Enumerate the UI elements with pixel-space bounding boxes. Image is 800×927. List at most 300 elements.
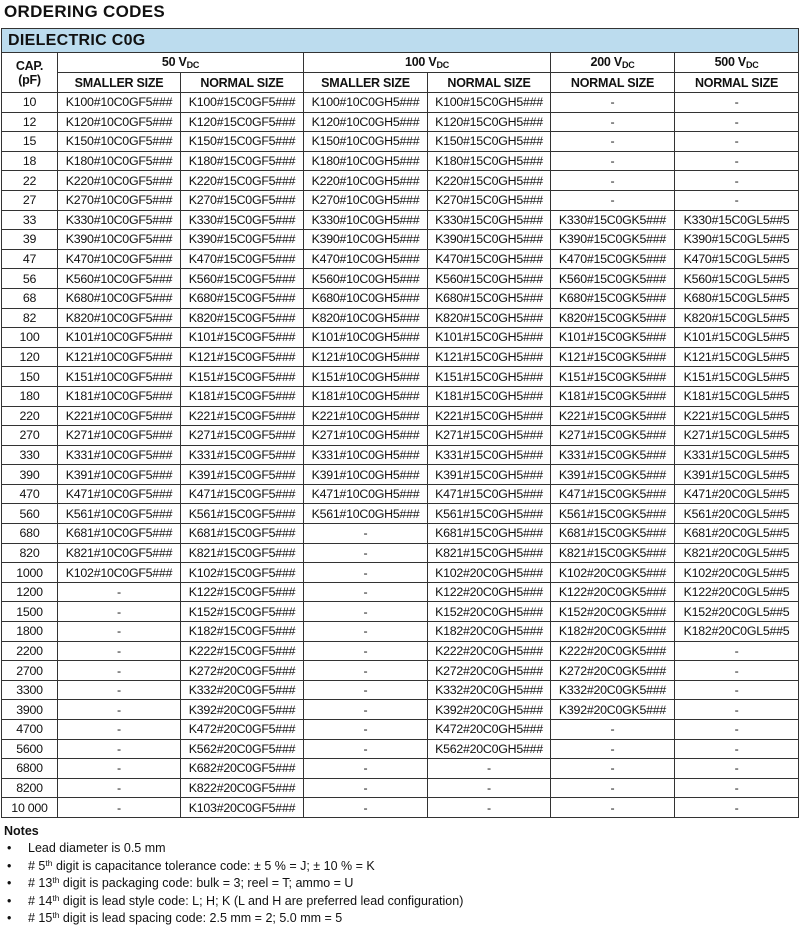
cap-value-cell: 330 bbox=[2, 445, 58, 465]
ordering-code-cell: K272#20C0GH5### bbox=[428, 661, 551, 681]
table-row bbox=[2, 328, 799, 348]
ordering-code-cell: K181#10C0GH5### bbox=[304, 386, 428, 406]
ordering-code-cell: - bbox=[304, 563, 428, 583]
ordering-code-cell: - bbox=[58, 661, 181, 681]
ordering-code-cell: K120#10C0GF5### bbox=[58, 112, 181, 132]
ordering-code-cell: - bbox=[551, 151, 675, 171]
cap-value-cell: 820 bbox=[2, 543, 58, 563]
cap-value-cell: 10 bbox=[2, 93, 58, 113]
ordering-code-cell: K102#15C0GF5### bbox=[181, 563, 304, 583]
table-row bbox=[2, 347, 799, 367]
ordering-code-cell: - bbox=[551, 190, 675, 210]
table-row bbox=[2, 445, 799, 465]
ordering-code-cell: K121#15C0GL5##5 bbox=[675, 347, 799, 367]
ordering-code-cell: K271#15C0GH5### bbox=[428, 426, 551, 446]
ordering-code-cell: K820#15C0GK5### bbox=[551, 308, 675, 328]
ordering-code-cell: K152#20C0GK5### bbox=[551, 602, 675, 622]
ordering-code-cell: K151#15C0GF5### bbox=[181, 367, 304, 387]
ordering-code-cell: K561#15C0GH5### bbox=[428, 504, 551, 524]
ordering-code-cell: K101#10C0GF5### bbox=[58, 328, 181, 348]
ordering-code-cell: K221#10C0GF5### bbox=[58, 406, 181, 426]
ordering-code-cell: - bbox=[58, 759, 181, 779]
ordering-code-cell: - bbox=[304, 641, 428, 661]
ordering-code-cell: K101#15C0GK5### bbox=[551, 328, 675, 348]
ordering-code-cell: K103#20C0GF5### bbox=[181, 798, 304, 818]
cap-value-cell: 1200 bbox=[2, 582, 58, 602]
table-row bbox=[2, 367, 799, 387]
ordering-code-cell: K122#20C0GK5### bbox=[551, 582, 675, 602]
ordering-code-cell: K561#10C0GF5### bbox=[58, 504, 181, 524]
ordering-code-cell: K101#15C0GH5### bbox=[428, 328, 551, 348]
ordering-code-cell: K681#15C0GF5### bbox=[181, 524, 304, 544]
ordering-code-cell: K562#20C0GF5### bbox=[181, 739, 304, 759]
ordering-code-cell: K560#15C0GH5### bbox=[428, 269, 551, 289]
ordering-code-cell: K391#10C0GF5### bbox=[58, 465, 181, 485]
ordering-code-cell: K561#10C0GH5### bbox=[304, 504, 428, 524]
ordering-code-cell: K681#20C0GL5##5 bbox=[675, 524, 799, 544]
ordering-code-cell: K270#10C0GF5### bbox=[58, 190, 181, 210]
voltage-header-500: 500 $V_{DC}$ bbox=[675, 53, 799, 73]
ordering-code-cell: K331#10C0GF5### bbox=[58, 445, 181, 465]
ordering-code-cell: K821#15C0GH5### bbox=[428, 543, 551, 563]
cap-value-cell: 1500 bbox=[2, 602, 58, 622]
size-header: NORMAL SIZE bbox=[428, 73, 551, 93]
cap-value-cell: 150 bbox=[2, 367, 58, 387]
ordering-code-cell: K471#15C0GF5### bbox=[181, 484, 304, 504]
ordering-code-cell: K561#20C0GL5##5 bbox=[675, 504, 799, 524]
ordering-code-cell: - bbox=[304, 661, 428, 681]
ordering-code-cell: K820#10C0GF5### bbox=[58, 308, 181, 328]
ordering-code-cell: K101#10C0GH5### bbox=[304, 328, 428, 348]
ordering-code-cell: - bbox=[675, 720, 799, 740]
ordering-code-cell: K562#20C0GH5### bbox=[428, 739, 551, 759]
ordering-code-cell: - bbox=[551, 798, 675, 818]
note-item: • # 5th digit is capacitance tolerance code: ± 5 % = J; ± 10 % = K bbox=[4, 858, 463, 875]
ordering-code-cell: K270#15C0GH5### bbox=[428, 190, 551, 210]
ordering-code-cell: K100#10C0GH5### bbox=[304, 93, 428, 113]
cap-value-cell: 82 bbox=[2, 308, 58, 328]
ordering-code-cell: K271#10C0GH5### bbox=[304, 426, 428, 446]
table-row bbox=[2, 269, 799, 289]
ordering-code-cell: K472#20C0GH5### bbox=[428, 720, 551, 740]
notes bbox=[4, 823, 463, 927]
cap-value-cell: 2700 bbox=[2, 661, 58, 681]
ordering-code-cell: K121#10C0GF5### bbox=[58, 347, 181, 367]
size-header: SMALLER SIZE bbox=[304, 73, 428, 93]
table-row bbox=[2, 661, 799, 681]
ordering-code-cell: K392#20C0GK5### bbox=[551, 700, 675, 720]
ordering-code-cell: K180#15C0GH5### bbox=[428, 151, 551, 171]
table-row bbox=[2, 406, 799, 426]
cap-value-cell: 22 bbox=[2, 171, 58, 191]
ordering-code-cell: K470#15C0GK5### bbox=[551, 249, 675, 269]
ordering-code-cell: K100#15C0GH5### bbox=[428, 93, 551, 113]
cap-value-cell: 1000 bbox=[2, 563, 58, 583]
ordering-code-cell: K221#15C0GK5### bbox=[551, 406, 675, 426]
ordering-code-cell: K680#15C0GF5### bbox=[181, 288, 304, 308]
cap-header: CAP. (pF) bbox=[2, 53, 58, 93]
ordering-code-cell: K561#15C0GF5### bbox=[181, 504, 304, 524]
table-row bbox=[2, 93, 799, 113]
ordering-code-cell: K182#20C0GK5### bbox=[551, 622, 675, 642]
ordering-code-cell: K102#20C0GL5##5 bbox=[675, 563, 799, 583]
ordering-code-cell: K331#10C0GH5### bbox=[304, 445, 428, 465]
ordering-code-cell: K121#15C0GK5### bbox=[551, 347, 675, 367]
ordering-code-cell: K182#20C0GL5##5 bbox=[675, 622, 799, 642]
ordering-code-cell: K332#20C0GK5### bbox=[551, 680, 675, 700]
ordering-code-cell: K332#20C0GF5### bbox=[181, 680, 304, 700]
ordering-code-cell: K471#10C0GF5### bbox=[58, 484, 181, 504]
ordering-code-cell: K392#20C0GH5### bbox=[428, 700, 551, 720]
cap-value-cell: 68 bbox=[2, 288, 58, 308]
ordering-code-cell: K390#15C0GL5##5 bbox=[675, 230, 799, 250]
ordering-code-cell: - bbox=[304, 602, 428, 622]
ordering-code-cell: K221#15C0GL5##5 bbox=[675, 406, 799, 426]
ordering-code-cell: K181#15C0GK5### bbox=[551, 386, 675, 406]
ordering-code-cell: K390#15C0GF5### bbox=[181, 230, 304, 250]
note-item: • # 13th digit is packaging code: bulk = 3; reel = T; ammo = U bbox=[4, 875, 463, 892]
ordering-code-cell: K470#15C0GL5##5 bbox=[675, 249, 799, 269]
ordering-code-cell: - bbox=[428, 778, 551, 798]
ordering-codes-table bbox=[1, 28, 799, 818]
size-header: NORMAL SIZE bbox=[675, 73, 799, 93]
ordering-code-cell: - bbox=[58, 641, 181, 661]
ordering-code-cell: K100#15C0GF5### bbox=[181, 93, 304, 113]
ordering-code-cell: K471#15C0GK5### bbox=[551, 484, 675, 504]
ordering-code-cell: - bbox=[304, 720, 428, 740]
ordering-code-cell: K221#10C0GH5### bbox=[304, 406, 428, 426]
notes-list bbox=[4, 840, 463, 927]
ordering-code-cell: - bbox=[551, 93, 675, 113]
ordering-code-cell: K821#20C0GL5##5 bbox=[675, 543, 799, 563]
ordering-code-cell: K681#15C0GK5### bbox=[551, 524, 675, 544]
cap-value-cell: 3300 bbox=[2, 680, 58, 700]
ordering-code-cell: - bbox=[58, 798, 181, 818]
ordering-code-cell: K151#15C0GL5##5 bbox=[675, 367, 799, 387]
ordering-code-cell: - bbox=[675, 641, 799, 661]
table-row bbox=[2, 602, 799, 622]
table-row bbox=[2, 484, 799, 504]
ordering-code-cell: K821#15C0GK5### bbox=[551, 543, 675, 563]
ordering-code-cell: - bbox=[58, 582, 181, 602]
ordering-code-cell: K102#20C0GH5### bbox=[428, 563, 551, 583]
cap-value-cell: 220 bbox=[2, 406, 58, 426]
cap-value-cell: 12 bbox=[2, 112, 58, 132]
ordering-code-cell: K120#15C0GH5### bbox=[428, 112, 551, 132]
ordering-code-cell: K151#15C0GK5### bbox=[551, 367, 675, 387]
ordering-code-cell: K391#15C0GH5### bbox=[428, 465, 551, 485]
table-row bbox=[2, 249, 799, 269]
ordering-code-cell: - bbox=[58, 680, 181, 700]
ordering-code-cell: K272#20C0GF5### bbox=[181, 661, 304, 681]
ordering-code-cell: K180#15C0GF5### bbox=[181, 151, 304, 171]
table-row bbox=[2, 739, 799, 759]
ordering-code-cell: K820#10C0GH5### bbox=[304, 308, 428, 328]
ordering-code-cell: K222#20C0GH5### bbox=[428, 641, 551, 661]
ordering-code-cell: K470#15C0GH5### bbox=[428, 249, 551, 269]
note-item: • # 15th digit is lead spacing code: 2.5 mm = 2; 5.0 mm = 5 bbox=[4, 910, 463, 927]
ordering-code-cell: K822#20C0GF5### bbox=[181, 778, 304, 798]
ordering-code-cell: K221#15C0GF5### bbox=[181, 406, 304, 426]
ordering-code-cell: - bbox=[675, 112, 799, 132]
cap-value-cell: 18 bbox=[2, 151, 58, 171]
ordering-code-cell: K181#15C0GF5### bbox=[181, 386, 304, 406]
cap-value-cell: 3900 bbox=[2, 700, 58, 720]
cap-value-cell: 33 bbox=[2, 210, 58, 230]
ordering-code-cell: - bbox=[675, 739, 799, 759]
ordering-code-cell: - bbox=[551, 720, 675, 740]
ordering-code-cell: K560#15C0GF5### bbox=[181, 269, 304, 289]
ordering-code-cell: K561#15C0GK5### bbox=[551, 504, 675, 524]
ordering-code-cell: K331#15C0GH5### bbox=[428, 445, 551, 465]
ordering-code-cell: K180#10C0GH5### bbox=[304, 151, 428, 171]
ordering-code-cell: K681#15C0GH5### bbox=[428, 524, 551, 544]
table-row bbox=[2, 759, 799, 779]
cap-value-cell: 100 bbox=[2, 328, 58, 348]
ordering-code-cell: K391#10C0GH5### bbox=[304, 465, 428, 485]
cap-value-cell: 560 bbox=[2, 504, 58, 524]
ordering-code-cell: K392#20C0GF5### bbox=[181, 700, 304, 720]
ordering-code-cell: K220#15C0GH5### bbox=[428, 171, 551, 191]
table-row bbox=[2, 563, 799, 583]
ordering-code-cell: K820#15C0GF5### bbox=[181, 308, 304, 328]
ordering-code-cell: K682#20C0GF5### bbox=[181, 759, 304, 779]
cap-value-cell: 2200 bbox=[2, 641, 58, 661]
ordering-code-cell: - bbox=[675, 93, 799, 113]
cap-value-cell: 680 bbox=[2, 524, 58, 544]
size-header: SMALLER SIZE bbox=[58, 73, 181, 93]
ordering-code-cell: K221#15C0GH5### bbox=[428, 406, 551, 426]
ordering-code-cell: K181#10C0GF5### bbox=[58, 386, 181, 406]
ordering-code-cell: K220#10C0GH5### bbox=[304, 171, 428, 191]
ordering-code-cell: K560#15C0GL5##5 bbox=[675, 269, 799, 289]
ordering-code-cell: K391#15C0GF5### bbox=[181, 465, 304, 485]
cap-value-cell: 6800 bbox=[2, 759, 58, 779]
ordering-code-cell: K680#15C0GL5##5 bbox=[675, 288, 799, 308]
ordering-code-cell: K330#10C0GF5### bbox=[58, 210, 181, 230]
ordering-code-cell: K471#15C0GH5### bbox=[428, 484, 551, 504]
cap-value-cell: 470 bbox=[2, 484, 58, 504]
table-row bbox=[2, 622, 799, 642]
ordering-code-cell: - bbox=[428, 759, 551, 779]
table-row bbox=[2, 386, 799, 406]
ordering-code-cell: - bbox=[551, 112, 675, 132]
table-row bbox=[2, 132, 799, 152]
table-row bbox=[2, 543, 799, 563]
cap-value-cell: 270 bbox=[2, 426, 58, 446]
ordering-code-cell: - bbox=[58, 622, 181, 642]
table-row bbox=[2, 171, 799, 191]
ordering-code-cell: K222#20C0GK5### bbox=[551, 641, 675, 661]
table-row bbox=[2, 504, 799, 524]
dielectric-heading: DIELECTRIC C0G bbox=[2, 29, 799, 53]
ordering-code-cell: K102#20C0GK5### bbox=[551, 563, 675, 583]
ordering-code-cell: K122#15C0GF5### bbox=[181, 582, 304, 602]
cap-value-cell: 8200 bbox=[2, 778, 58, 798]
ordering-code-cell: K821#15C0GF5### bbox=[181, 543, 304, 563]
ordering-code-cell: K390#15C0GK5### bbox=[551, 230, 675, 250]
table-row bbox=[2, 190, 799, 210]
note-item: • # 14th digit is lead style code: L; H; K (L and H are preferred lead configuration) bbox=[4, 893, 463, 910]
table-row bbox=[2, 308, 799, 328]
ordering-code-cell: - bbox=[428, 798, 551, 818]
ordering-code-cell: - bbox=[675, 132, 799, 152]
voltage-header-200: 200 $V_{DC}$ bbox=[551, 53, 675, 73]
table-row bbox=[2, 288, 799, 308]
ordering-code-cell: - bbox=[675, 798, 799, 818]
cap-value-cell: 1800 bbox=[2, 622, 58, 642]
ordering-code-cell: - bbox=[675, 680, 799, 700]
table-row bbox=[2, 778, 799, 798]
ordering-code-cell: K331#15C0GF5### bbox=[181, 445, 304, 465]
ordering-code-cell: K152#15C0GF5### bbox=[181, 602, 304, 622]
ordering-code-cell: K122#20C0GH5### bbox=[428, 582, 551, 602]
ordering-code-cell: K102#10C0GF5### bbox=[58, 563, 181, 583]
ordering-code-cell: - bbox=[58, 739, 181, 759]
ordering-code-cell: K680#10C0GF5### bbox=[58, 288, 181, 308]
cap-value-cell: 180 bbox=[2, 386, 58, 406]
ordering-code-cell: K330#15C0GK5### bbox=[551, 210, 675, 230]
ordering-code-cell: - bbox=[304, 543, 428, 563]
cap-value-cell: 15 bbox=[2, 132, 58, 152]
voltage-header-100: 100 $V_{DC}$ bbox=[304, 53, 551, 73]
ordering-code-cell: K271#15C0GF5### bbox=[181, 426, 304, 446]
ordering-code-cell: K470#10C0GF5### bbox=[58, 249, 181, 269]
table-row bbox=[2, 700, 799, 720]
ordering-code-cell: K182#15C0GF5### bbox=[181, 622, 304, 642]
ordering-code-cell: K182#20C0GH5### bbox=[428, 622, 551, 642]
ordering-code-cell: K152#20C0GH5### bbox=[428, 602, 551, 622]
ordering-code-cell: - bbox=[551, 739, 675, 759]
ordering-code-cell: K332#20C0GH5### bbox=[428, 680, 551, 700]
ordering-code-cell: K390#15C0GH5### bbox=[428, 230, 551, 250]
ordering-code-cell: K680#15C0GK5### bbox=[551, 288, 675, 308]
ordering-code-cell: K222#15C0GF5### bbox=[181, 641, 304, 661]
ordering-code-cell: K681#10C0GF5### bbox=[58, 524, 181, 544]
ordering-code-cell: K151#10C0GF5### bbox=[58, 367, 181, 387]
cap-value-cell: 56 bbox=[2, 269, 58, 289]
ordering-code-cell: K270#10C0GH5### bbox=[304, 190, 428, 210]
ordering-code-cell: - bbox=[675, 661, 799, 681]
ordering-code-cell: K331#15C0GL5##5 bbox=[675, 445, 799, 465]
cap-value-cell: 4700 bbox=[2, 720, 58, 740]
ordering-code-cell: K560#10C0GH5### bbox=[304, 269, 428, 289]
ordering-code-cell: - bbox=[675, 759, 799, 779]
table-row bbox=[2, 230, 799, 250]
table-row bbox=[2, 426, 799, 446]
ordering-code-cell: - bbox=[675, 151, 799, 171]
ordering-code-cell: K220#10C0GF5### bbox=[58, 171, 181, 191]
ordering-code-cell: K181#15C0GL5##5 bbox=[675, 386, 799, 406]
table-row bbox=[2, 641, 799, 661]
cap-value-cell: 47 bbox=[2, 249, 58, 269]
table-row bbox=[2, 465, 799, 485]
ordering-code-cell: K150#10C0GH5### bbox=[304, 132, 428, 152]
ordering-code-cell: K120#15C0GF5### bbox=[181, 112, 304, 132]
ordering-code-cell: K121#10C0GH5### bbox=[304, 347, 428, 367]
table-row bbox=[2, 210, 799, 230]
ordering-code-cell: - bbox=[675, 171, 799, 191]
ordering-code-cell: - bbox=[551, 778, 675, 798]
ordering-code-cell: K560#10C0GF5### bbox=[58, 269, 181, 289]
ordering-code-cell: K330#15C0GH5### bbox=[428, 210, 551, 230]
ordering-code-cell: K270#15C0GF5### bbox=[181, 190, 304, 210]
ordering-code-cell: K101#15C0GL5##5 bbox=[675, 328, 799, 348]
ordering-code-cell: - bbox=[58, 700, 181, 720]
ordering-code-cell: K680#10C0GH5### bbox=[304, 288, 428, 308]
ordering-code-cell: K821#10C0GF5### bbox=[58, 543, 181, 563]
cap-value-cell: 39 bbox=[2, 230, 58, 250]
ordering-code-cell: K820#15C0GH5### bbox=[428, 308, 551, 328]
table-row bbox=[2, 151, 799, 171]
ordering-code-cell: K471#20C0GL5##5 bbox=[675, 484, 799, 504]
ordering-code-cell: - bbox=[304, 582, 428, 602]
ordering-code-cell: K151#10C0GH5### bbox=[304, 367, 428, 387]
ordering-code-cell: K330#10C0GH5### bbox=[304, 210, 428, 230]
ordering-code-cell: - bbox=[304, 798, 428, 818]
ordering-code-cell: - bbox=[58, 720, 181, 740]
ordering-code-cell: K271#10C0GF5### bbox=[58, 426, 181, 446]
size-header: NORMAL SIZE bbox=[551, 73, 675, 93]
cap-value-cell: 5600 bbox=[2, 739, 58, 759]
ordering-code-cell: K391#15C0GK5### bbox=[551, 465, 675, 485]
ordering-code-cell: - bbox=[675, 700, 799, 720]
ordering-code-cell: - bbox=[304, 524, 428, 544]
note-item: • Lead diameter is 0.5 mm bbox=[4, 840, 463, 857]
ordering-code-cell: K271#15C0GK5### bbox=[551, 426, 675, 446]
ordering-code-cell: K150#15C0GH5### bbox=[428, 132, 551, 152]
ordering-code-cell: - bbox=[675, 190, 799, 210]
ordering-code-cell: K151#15C0GH5### bbox=[428, 367, 551, 387]
ordering-code-cell: - bbox=[58, 602, 181, 622]
ordering-code-cell: K122#20C0GL5##5 bbox=[675, 582, 799, 602]
ordering-code-cell: K330#15C0GF5### bbox=[181, 210, 304, 230]
ordering-code-cell: K470#15C0GF5### bbox=[181, 249, 304, 269]
table-row bbox=[2, 582, 799, 602]
ordering-code-cell: K470#10C0GH5### bbox=[304, 249, 428, 269]
notes-heading: Notes bbox=[4, 824, 39, 838]
table-row bbox=[2, 680, 799, 700]
table-row bbox=[2, 798, 799, 818]
size-header: NORMAL SIZE bbox=[181, 73, 304, 93]
table-row bbox=[2, 720, 799, 740]
ordering-code-cell: - bbox=[551, 759, 675, 779]
ordering-code-cell: - bbox=[58, 778, 181, 798]
ordering-code-cell: - bbox=[304, 622, 428, 642]
ordering-code-cell: K272#20C0GK5### bbox=[551, 661, 675, 681]
ordering-code-cell: - bbox=[304, 778, 428, 798]
ordering-code-cell: K560#15C0GK5### bbox=[551, 269, 675, 289]
ordering-code-cell: K471#10C0GH5### bbox=[304, 484, 428, 504]
ordering-code-cell: K180#10C0GF5### bbox=[58, 151, 181, 171]
ordering-code-cell: K820#15C0GL5##5 bbox=[675, 308, 799, 328]
ordering-code-cell: - bbox=[304, 680, 428, 700]
ordering-code-cell: K330#15C0GL5##5 bbox=[675, 210, 799, 230]
ordering-code-cell: - bbox=[304, 700, 428, 720]
ordering-code-cell: K331#15C0GK5### bbox=[551, 445, 675, 465]
ordering-code-cell: - bbox=[675, 778, 799, 798]
cap-value-cell: 10 000 bbox=[2, 798, 58, 818]
ordering-code-cell: K120#10C0GH5### bbox=[304, 112, 428, 132]
ordering-code-cell: K101#15C0GF5### bbox=[181, 328, 304, 348]
ordering-code-cell: K121#15C0GF5### bbox=[181, 347, 304, 367]
table-row bbox=[2, 524, 799, 544]
ordering-code-cell: K390#10C0GF5### bbox=[58, 230, 181, 250]
cap-value-cell: 27 bbox=[2, 190, 58, 210]
ordering-code-cell: - bbox=[304, 759, 428, 779]
ordering-code-cell: K391#15C0GL5##5 bbox=[675, 465, 799, 485]
ordering-code-cell: - bbox=[551, 132, 675, 152]
